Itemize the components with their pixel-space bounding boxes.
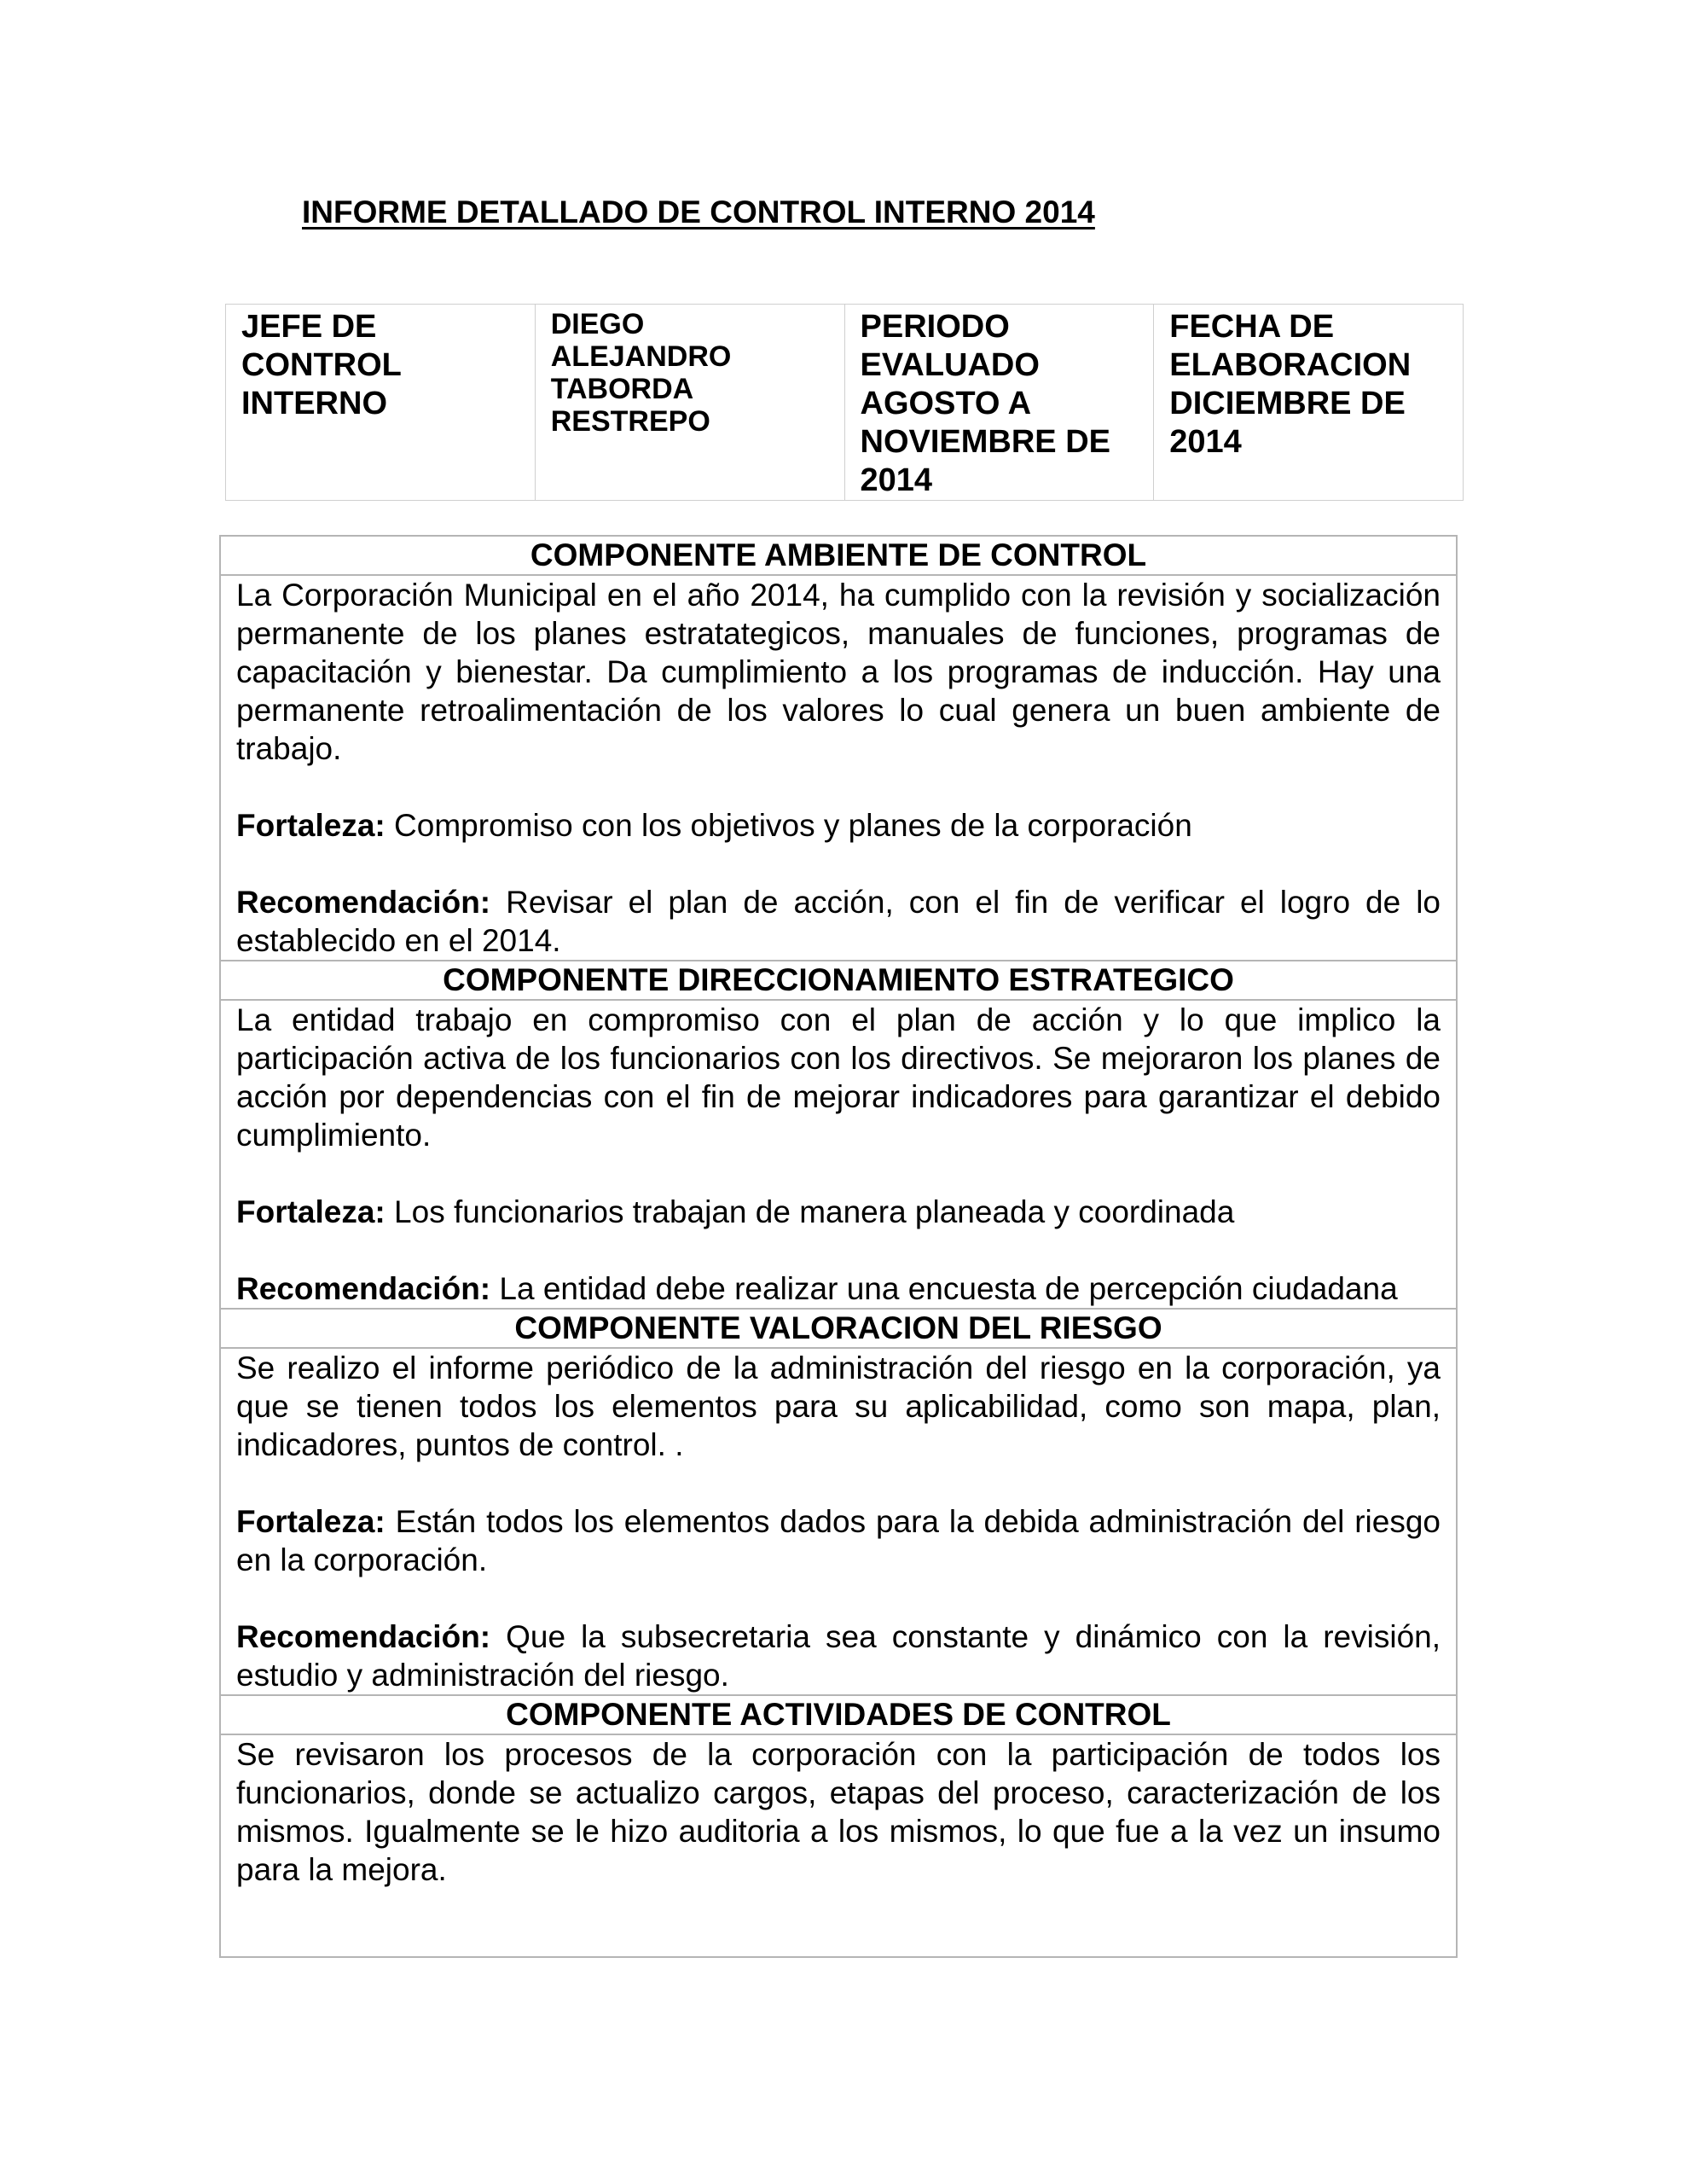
component-description: Se realizo el informe periódico de la administración del riesgo en la corporación, ya que se tienen todos los elementos para su aplicabilidad, como son mapa, plan, indicadores, puntos de control. .	[236, 1350, 1441, 1462]
fortaleza-label: Fortaleza:	[236, 1504, 386, 1539]
recomendacion-label: Recomendación:	[236, 1271, 491, 1306]
recomendacion-text: La entidad debe realizar una encuesta de percepción ciudadana	[499, 1271, 1398, 1306]
fortaleza-text: Compromiso con los objetivos y planes de la corporación	[394, 808, 1192, 843]
header-table	[225, 304, 1464, 501]
header-cell-periodo	[844, 305, 1154, 501]
fortaleza-label: Fortaleza:	[236, 808, 386, 843]
recomendacion-label: Recomendación:	[236, 1619, 491, 1654]
component-direccionamiento-estrategico	[221, 961, 1456, 1310]
components-table	[219, 535, 1458, 1958]
recomendacion-text: Revisar el plan de acción, con el fin de verificar el logro de lo establecido en el 2014.	[236, 885, 1441, 958]
component-description: La entidad trabajo en compromiso con el plan de acción y lo que implico la participación activa de los funcionarios con los directivos. Se mejoraron los planes de acción por dependencias con el fin de mejorar indicadores para garantizar el debido cumplimiento.	[236, 1002, 1441, 1153]
jefe-label: JEFE DE CONTROL INTERNO	[241, 309, 402, 421]
recomendacion-label: Recomendación:	[236, 885, 491, 920]
header-cell-fecha	[1154, 305, 1464, 501]
component-actividades-de-control	[221, 1696, 1456, 1889]
component-heading: COMPONENTE VALORACION DEL RIESGO	[221, 1310, 1456, 1349]
component-fortaleza	[236, 1193, 1441, 1231]
component-body	[221, 576, 1456, 960]
component-body	[221, 1735, 1456, 1889]
recomendacion-text: Que la subsecretaria sea constante y dinámico con la revisión, estudio y administración del riesgo.	[236, 1619, 1441, 1693]
header-cell-jefe-label	[226, 305, 536, 501]
component-description: Se revisaron los procesos de la corporación con la participación de todos los funcionarios, donde se actualizo cargos, etapas del proceso, caracterización de los mismos. Igualmente se le hizo auditoria a los mismos, lo que fue a la vez un insumo para la mejora.	[236, 1737, 1441, 1887]
component-heading: COMPONENTE AMBIENTE DE CONTROL	[221, 537, 1456, 576]
periodo-evaluado: PERIODO EVALUADO AGOSTO A NOVIEMBRE DE 2014	[860, 309, 1110, 498]
fortaleza-text: Los funcionarios trabajan de manera planeada y coordinada	[394, 1194, 1235, 1229]
component-fortaleza	[236, 1502, 1441, 1579]
component-description: La Corporación Municipal en el año 2014, ha cumplido con la revisión y socialización permanente de los planes estratategicos, manuales de funciones, programas de capacitación y bienestar. Da cumplimiento a los programas de inducción. Hay una permanente retroalimentación de los valores lo cual genera un buen ambiente de trabajo.	[236, 578, 1441, 766]
component-body	[221, 1349, 1456, 1694]
component-ambiente-de-control	[221, 537, 1456, 961]
component-body	[221, 1001, 1456, 1308]
fortaleza-text: Están todos los elementos dados para la debida administración del riesgo en la corporación.	[236, 1504, 1441, 1577]
component-heading: COMPONENTE DIRECCIONAMIENTO ESTRATEGICO	[221, 961, 1456, 1001]
component-recomendacion	[236, 1269, 1441, 1308]
header-cell-jefe-name	[535, 305, 844, 501]
document-title: INFORME DETALLADO DE CONTROL INTERNO 2014	[302, 195, 1095, 229]
fortaleza-label: Fortaleza:	[236, 1194, 386, 1229]
fecha-elaboracion: FECHA DE ELABORACION DICIEMBRE DE 2014	[1169, 309, 1412, 460]
component-recomendacion	[236, 1618, 1441, 1694]
component-heading: COMPONENTE ACTIVIDADES DE CONTROL	[221, 1696, 1456, 1735]
jefe-name: DIEGO ALEJANDRO TABORDA RESTREPO	[550, 308, 732, 438]
component-valoracion-del-riesgo	[221, 1310, 1456, 1696]
component-fortaleza	[236, 806, 1441, 845]
component-recomendacion	[236, 883, 1441, 960]
